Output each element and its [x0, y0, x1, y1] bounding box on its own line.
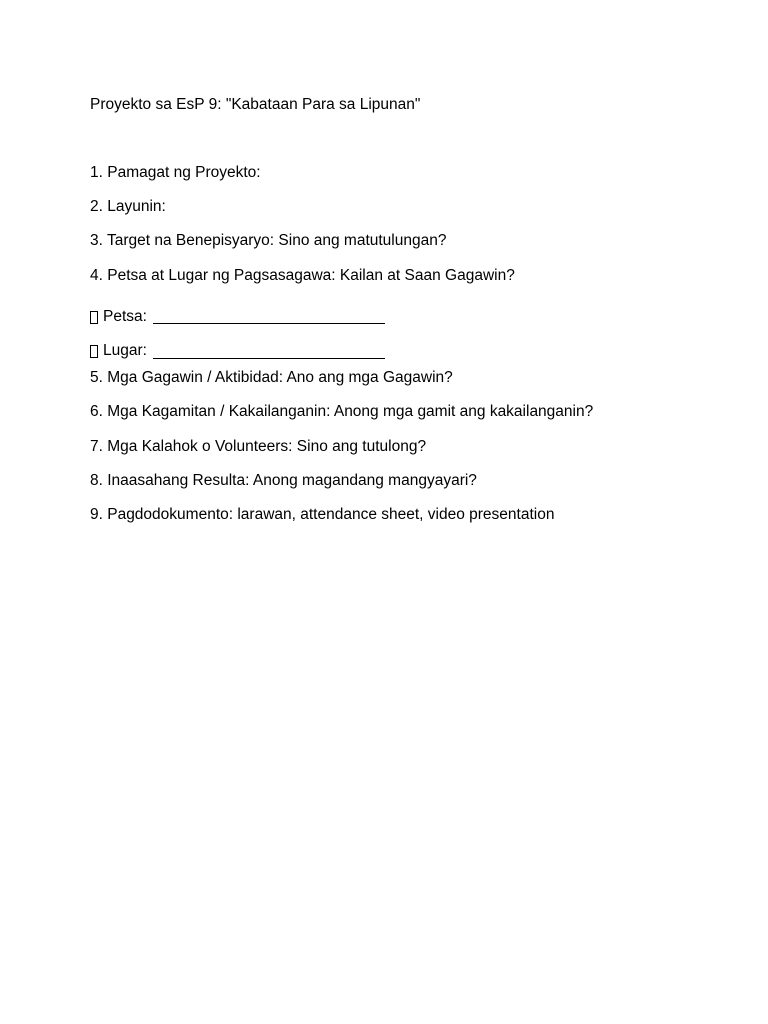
- list-item-pamagat: 1. Pamagat ng Proyekto:: [90, 164, 261, 181]
- list-item-target: 3. Target na Benepisyaryo: Sino ang matutulungan?: [90, 232, 447, 250]
- checkbox-placeholder-icon: [90, 311, 98, 324]
- lugar-line: [90, 334, 593, 368]
- checkbox-placeholder-icon: [90, 345, 98, 358]
- list-item-pagdodokumento: 9. Pagdodokumento: larawan, attendance sheet, video presentation: [90, 505, 555, 523]
- project-outline-list: [90, 163, 593, 539]
- list-item-kagamitan: 6. Mga Kagamitan / Kakailanganin: Anong mga gamit ang kakailanganin?: [90, 403, 594, 421]
- petsa-line: [90, 300, 593, 334]
- document-title: Proyekto sa EsP 9: "Kabataan Para sa Lipunan": [90, 96, 421, 113]
- list-item-kalahok: 7. Mga Kalahok o Volunteers: Sino ang tutulong?: [90, 437, 427, 455]
- list-item-layunin: 2. Layunin:: [90, 198, 166, 216]
- lugar-label: Lugar:: [103, 342, 147, 360]
- list-item-petsa-lugar: 4. Petsa at Lugar ng Pagsasagawa: Kailan at Saan Gagawin?: [90, 266, 515, 284]
- petsa-fill-blank: [153, 309, 385, 324]
- petsa-label: Petsa:: [103, 307, 147, 325]
- lugar-fill-blank: [153, 344, 385, 359]
- list-item-gagawin: 5. Mga Gagawin / Aktibidad: Ano ang mga Gagawin?: [90, 369, 453, 387]
- list-item-resulta: 8. Inaasahang Resulta: Anong magandang mangyayari?: [90, 471, 477, 489]
